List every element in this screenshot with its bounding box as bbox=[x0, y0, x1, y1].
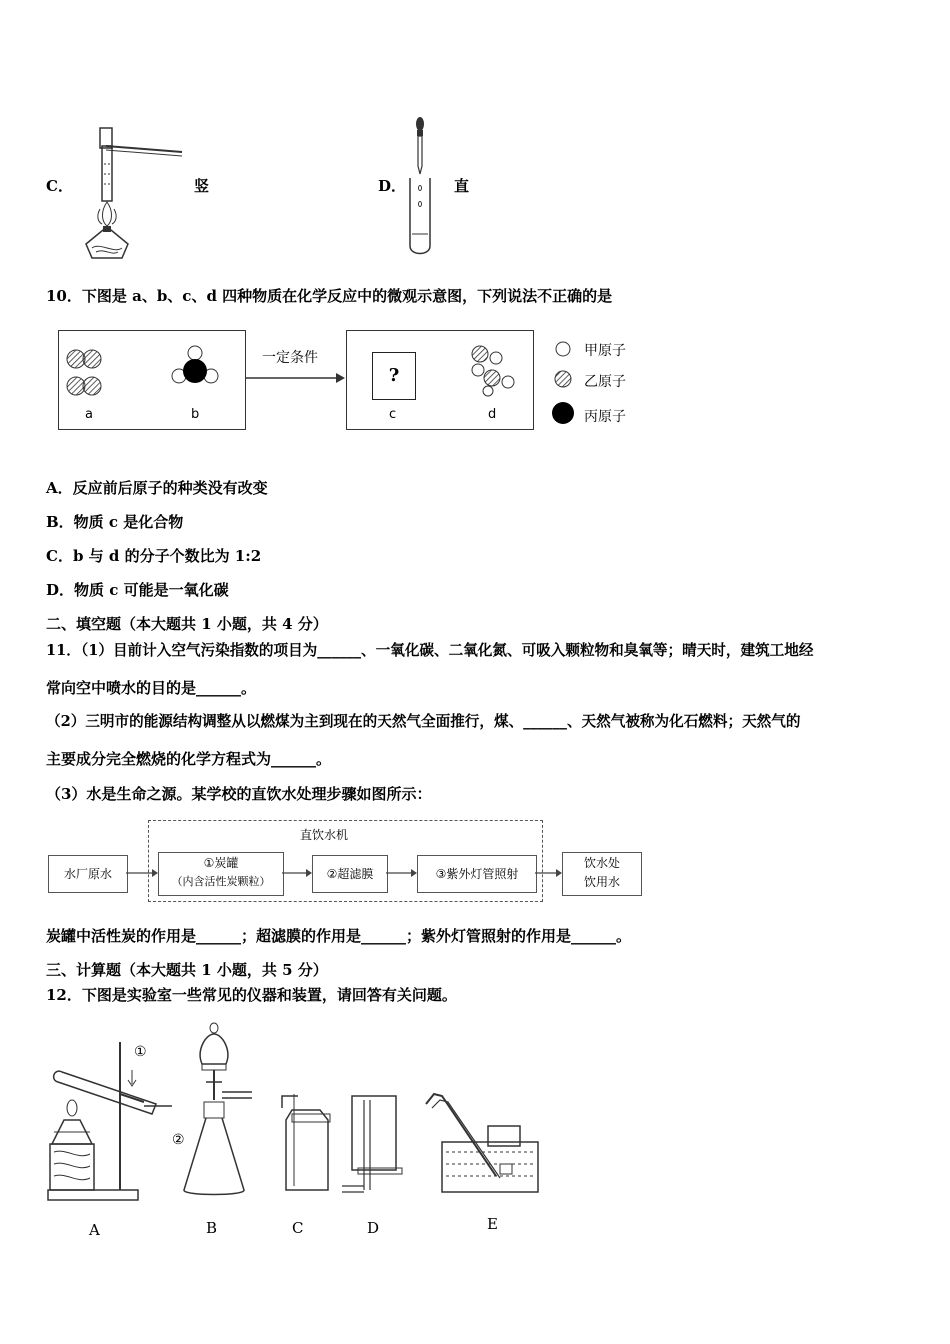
option-d-text: 直 bbox=[454, 177, 470, 195]
section-3-heading: 三、计算题（本大题共 1 小题，共 5 分） bbox=[46, 961, 328, 979]
option-d-letter: D． bbox=[378, 177, 407, 195]
q11-line-3: （2）三明市的能源结构调整从以燃煤为主到现在的天然气全面推行，煤、______、天然气被称为化石燃料；天然气的 bbox=[46, 713, 801, 730]
q12-stem: 12．下图是实验室一些常见的仪器和装置，请回答有关问题。 bbox=[46, 986, 457, 1004]
legend-atom-yi: 乙原子 bbox=[584, 374, 626, 390]
flow-step-uv: ③紫外灯管照射 bbox=[417, 855, 537, 893]
flow-step-ultrafilter: ②超滤膜 bbox=[312, 855, 388, 893]
legend-atom-bing: 丙原子 bbox=[584, 409, 626, 425]
label-c: c bbox=[389, 407, 397, 422]
apparatus-c-figure bbox=[272, 1090, 336, 1200]
q11-line-5: （3）水是生命之源。某学校的直饮水处理步骤如图所示： bbox=[46, 785, 432, 803]
flow-output-line-1: 饮水处 bbox=[583, 856, 620, 870]
machine-title: 直饮水机 bbox=[300, 828, 349, 842]
option-c-text: 竖 bbox=[194, 177, 210, 195]
mark-2: ② bbox=[172, 1132, 185, 1148]
q11-line-6: 炭罐中活性炭的作用是______；超滤膜的作用是______；紫外灯管照射的作用是______。 bbox=[46, 927, 632, 945]
apparatus-label-b: B bbox=[206, 1219, 218, 1237]
q10-option-b: B．物质 c 是化合物 bbox=[46, 513, 184, 531]
unknown-c: ? bbox=[372, 352, 416, 400]
apparatus-label-d: D bbox=[367, 1219, 380, 1237]
q11-line-4: 主要成分完全燃烧的化学方程式为______。 bbox=[46, 750, 332, 768]
apparatus-label-a: A bbox=[89, 1221, 100, 1239]
q11-line-2: 常向空中喷水的目的是______。 bbox=[46, 679, 257, 697]
apparatus-a-figure bbox=[44, 1036, 184, 1206]
reaction-condition: 一定条件 bbox=[262, 350, 318, 366]
section-2-heading: 二、填空题（本大题共 1 小题，共 4 分） bbox=[46, 615, 328, 633]
apparatus-d-figure bbox=[340, 1094, 404, 1204]
apparatus-b-figure bbox=[176, 1020, 256, 1200]
apparatus-e-figure bbox=[418, 1086, 548, 1196]
q10-option-d: D．物质 c 可能是一氧化碳 bbox=[46, 581, 229, 599]
q11-line-1: 11．（1）目前计入空气污染指数的项目为______、一氧化碳、二氧化氮、可吸入颗粒物和臭氧等；晴天时，建筑工地经 bbox=[46, 642, 814, 659]
legend-atom-jia: 甲原子 bbox=[584, 343, 626, 359]
apparatus-label-c: C bbox=[292, 1219, 304, 1237]
q10-option-a: A．反应前后原子的种类没有改变 bbox=[46, 479, 268, 497]
option-c-letter: C． bbox=[46, 177, 73, 195]
label-a: a bbox=[85, 407, 93, 422]
q10-option-c: C．b 与 d 的分子个数比为 1:2 bbox=[46, 547, 262, 565]
flow-source: 水厂原水 bbox=[48, 855, 128, 893]
apparatus-label-e: E bbox=[487, 1215, 498, 1233]
mark-1: ① bbox=[134, 1044, 147, 1060]
q10-stem: 10．下图是 a、b、c、d 四种物质在化学反应中的微观示意图，下列说法不正确的是 bbox=[46, 287, 613, 305]
label-b: b bbox=[191, 407, 200, 422]
flow-output-line-2: 饮用水 bbox=[583, 875, 620, 889]
label-d: d bbox=[488, 407, 497, 422]
flow-step-carbon-title: ①炭罐 bbox=[203, 856, 239, 870]
flow-step-carbon-note: （内含活性炭颗粒） bbox=[171, 875, 271, 888]
